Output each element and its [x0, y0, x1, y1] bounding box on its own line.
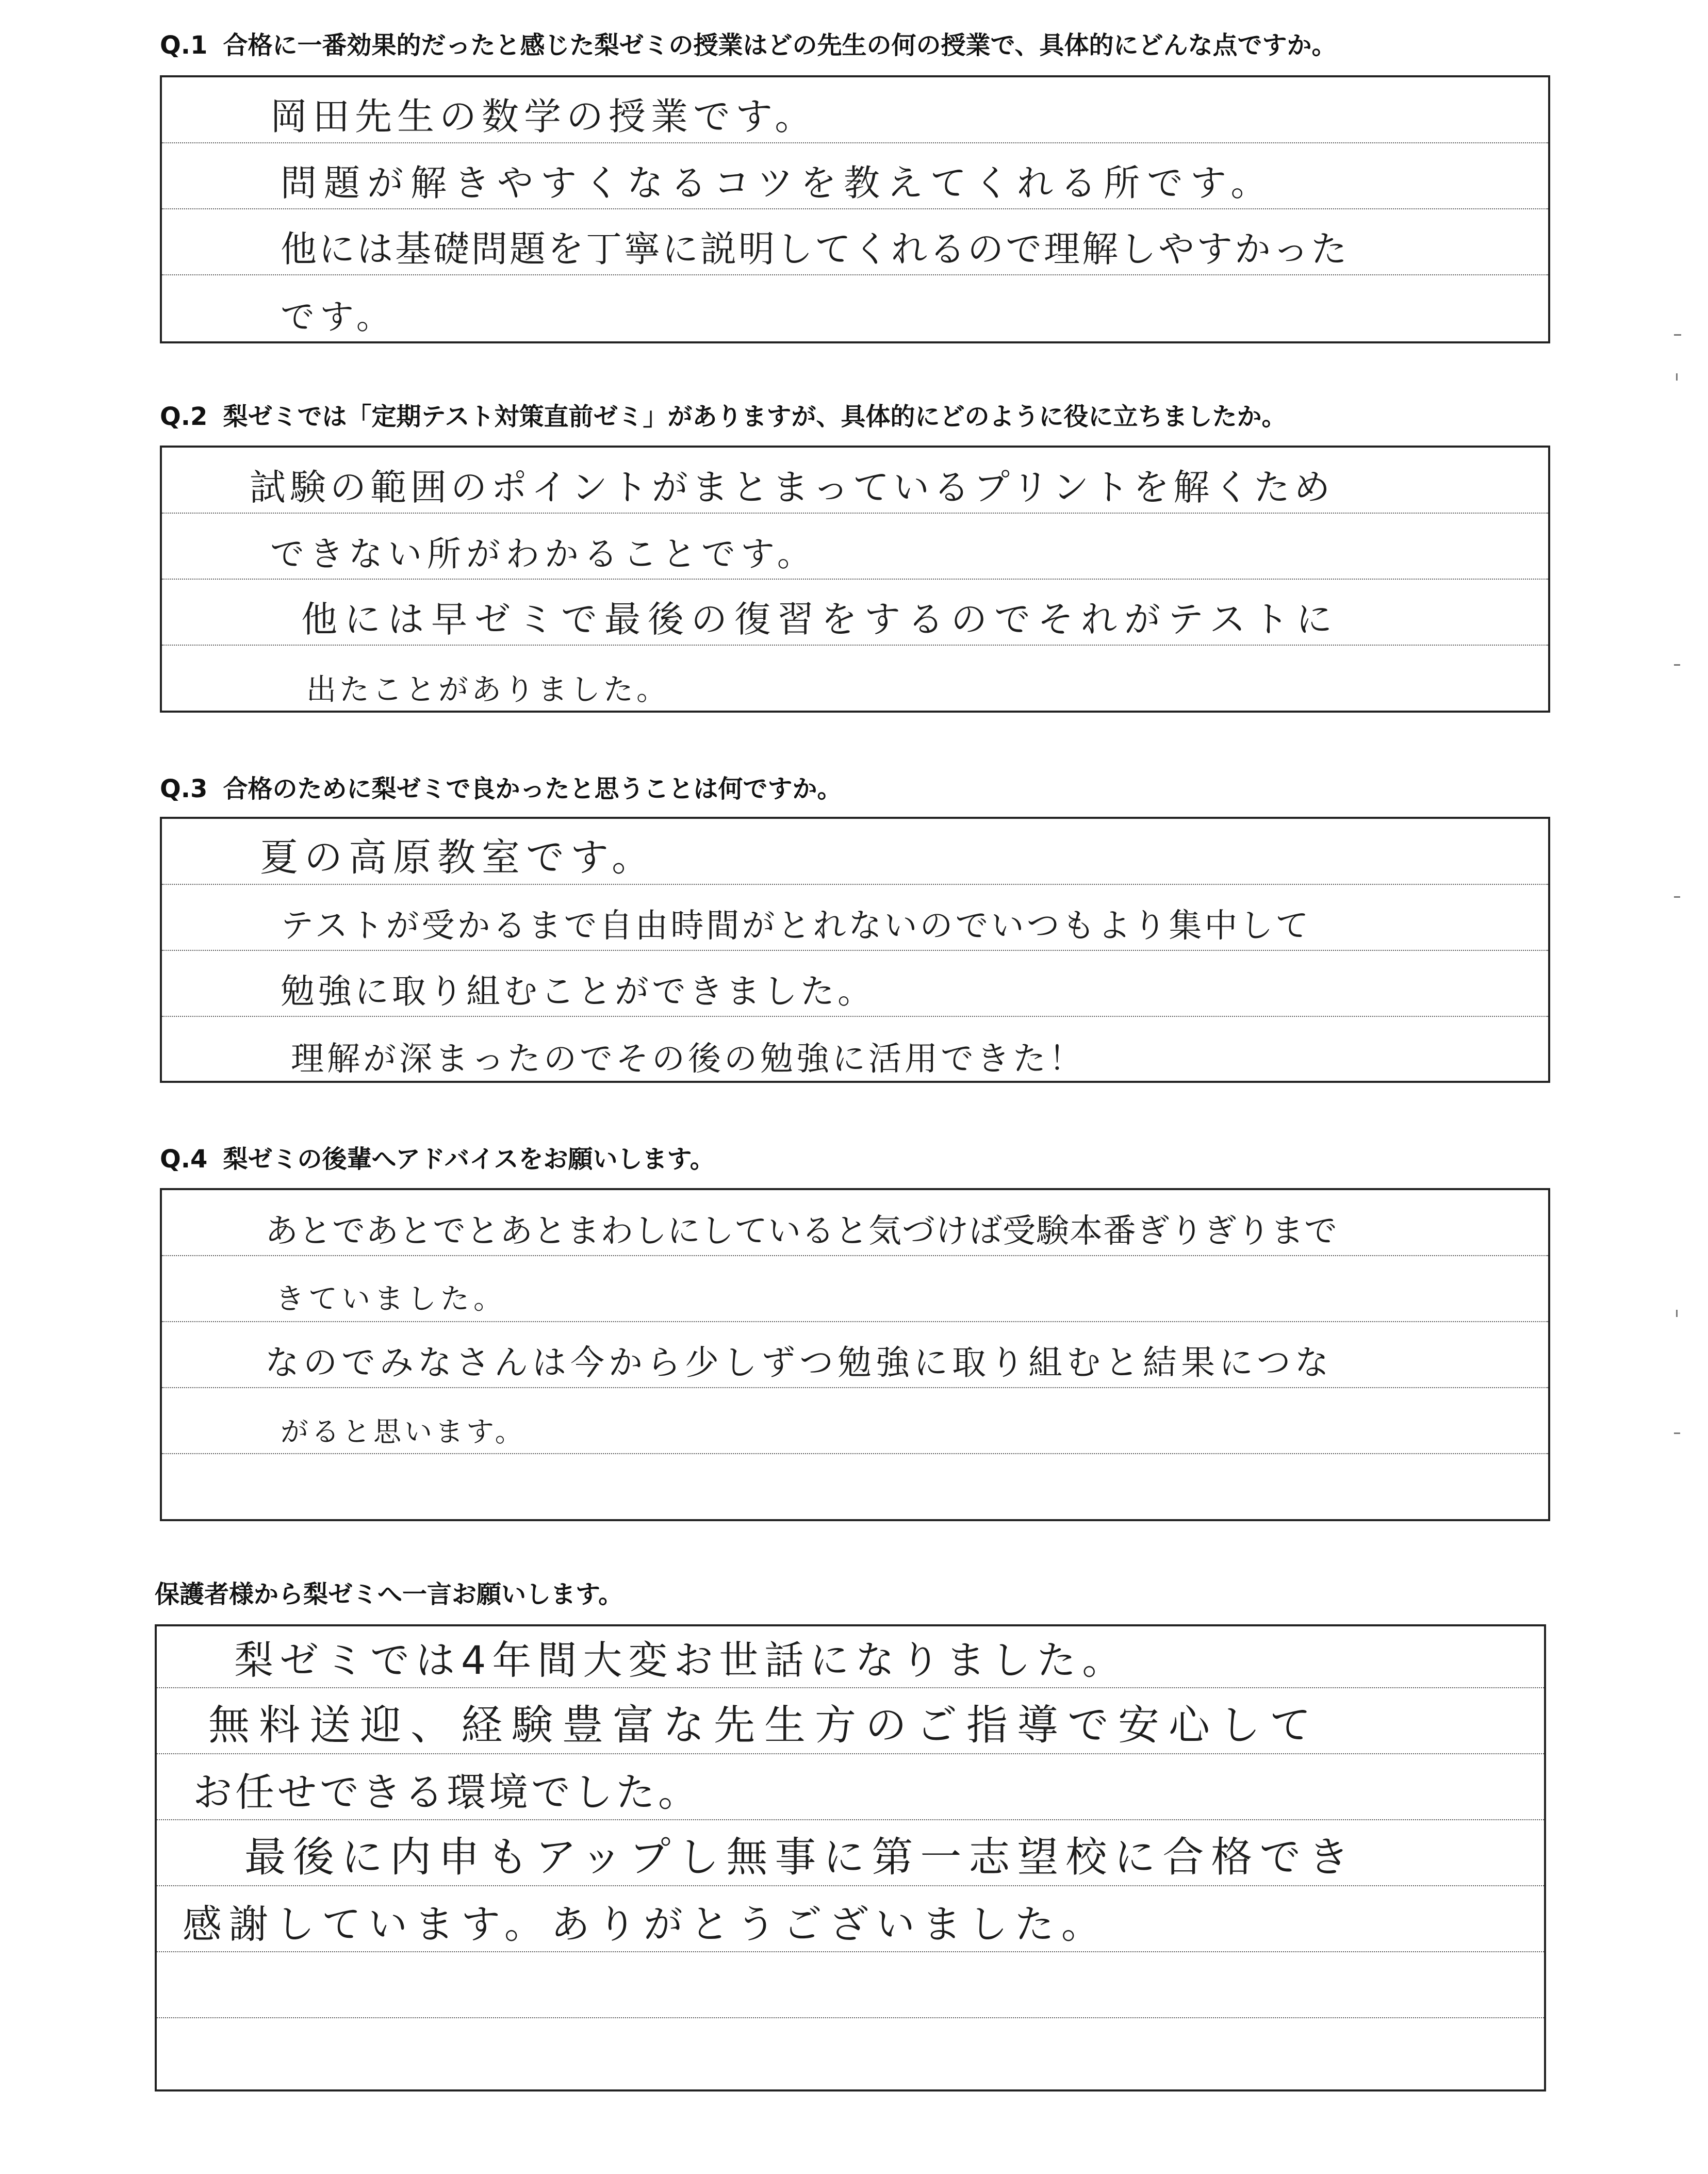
answer-line — [162, 143, 1548, 209]
answer-line — [162, 77, 1548, 143]
handwritten-answer: 最後に内申もアップし無事に第一志望校に合格でき — [244, 1833, 1357, 1881]
answer-box — [160, 446, 1550, 713]
scan-margin-mark — [1674, 664, 1680, 666]
handwritten-answer: です。 — [281, 297, 396, 337]
answer-line — [162, 1322, 1548, 1388]
scan-margin-mark — [1674, 334, 1681, 336]
answer-line — [157, 1626, 1544, 1688]
handwritten-answer: 他には早ゼミで最後の復習をするのでそれがテストに — [301, 598, 1340, 640]
answer-line — [157, 1886, 1544, 1952]
handwritten-answer: 勉強に取り組むことができました。 — [281, 971, 875, 1011]
answer-line — [162, 885, 1548, 951]
question-heading — [160, 30, 1336, 61]
answer-line — [157, 1754, 1544, 1820]
answer-line — [162, 951, 1548, 1017]
question-heading — [160, 773, 842, 804]
handwritten-answer: がると思います。 — [281, 1415, 526, 1448]
question-text: 保護者様から梨ゼミへ一言お願いします。 — [155, 1580, 623, 1609]
handwritten-answer: 感謝しています。ありがとうございました。 — [183, 1901, 1108, 1947]
handwritten-answer: 理解が深まったのでその後の勉強に活用できた！ — [291, 1040, 1085, 1078]
answer-line — [157, 2018, 1544, 2089]
question-text: 合格に一番効果的だったと感じた梨ゼミの授業はどの先生の何の授業で、具体的にどんな点ですか。 — [223, 31, 1337, 60]
answer-line — [157, 1952, 1544, 2018]
answer-line — [157, 1688, 1544, 1754]
answer-line — [157, 1820, 1544, 1886]
question-number: Q.1 — [160, 31, 208, 60]
handwritten-answer: お任せできる環境でした。 — [193, 1769, 700, 1815]
answer-line — [162, 275, 1548, 341]
handwritten-answer: 無料送迎、経験豊富な先生方のご指導で安心して — [208, 1701, 1320, 1749]
answer-line — [162, 646, 1548, 712]
answer-line — [162, 1256, 1548, 1322]
answer-line — [162, 514, 1548, 580]
question-text: 梨ゼミでは「定期テスト対策直前ゼミ」がありますが、具体的にどのように役に立ちましたか。 — [223, 402, 1287, 431]
handwritten-answer: できない所がわかることです。 — [270, 534, 816, 574]
question-number: Q.4 — [160, 1145, 208, 1174]
answer-box — [155, 1624, 1546, 2091]
handwritten-answer: テストが受かるまで自由時間がとれないのでいつもより集中して — [281, 907, 1311, 945]
answer-box — [160, 1188, 1550, 1521]
handwritten-answer: 問題が解きやすくなるコツを教えてくれる所です。 — [281, 162, 1274, 204]
answer-line — [162, 1017, 1548, 1083]
question-heading — [160, 401, 1287, 432]
question-heading — [160, 1144, 715, 1175]
answer-line — [162, 1388, 1548, 1454]
scan-margin-mark — [1674, 896, 1680, 898]
answer-line — [162, 1454, 1548, 1519]
answer-line — [162, 580, 1548, 646]
question-number: Q.2 — [160, 402, 208, 431]
handwritten-answer: 梨ゼミでは4年間大変お世話になりました。 — [234, 1637, 1128, 1683]
question-heading — [155, 1579, 623, 1610]
handwritten-answer: 岡田先生の数学の授業です。 — [270, 95, 817, 138]
handwritten-answer: あとであとでとあとまわしにしていると気づけば受験本番ぎりぎりまで — [265, 1212, 1338, 1250]
answer-line — [162, 819, 1548, 885]
answer-line — [162, 1190, 1548, 1256]
answer-box — [160, 817, 1550, 1083]
question-text: 合格のために梨ゼミで良かったと思うことは何ですか。 — [223, 775, 842, 803]
scan-margin-mark — [1674, 1432, 1680, 1434]
answer-box — [160, 75, 1550, 343]
handwritten-answer: 試験の範囲のポイントがまとまっているプリントを解くため — [250, 466, 1335, 508]
scan-margin-mark — [1676, 373, 1678, 381]
handwritten-answer: 他には基礎問題を丁寧に説明してくれるので理解しやすかった — [281, 228, 1349, 270]
question-number: Q.3 — [160, 775, 208, 803]
handwritten-answer: なのでみなさんは今から少しずつ勉強に取り組むと結果につな — [265, 1343, 1333, 1382]
question-text: 梨ゼミの後輩へアドバイスをお願いします。 — [223, 1145, 715, 1174]
handwritten-answer: 夏の高原教室です。 — [260, 835, 656, 880]
handwritten-answer: きていました。 — [275, 1282, 506, 1316]
answer-line — [162, 209, 1548, 275]
answer-line — [162, 448, 1548, 514]
handwritten-answer: 出たことがありました。 — [306, 672, 670, 707]
scan-margin-mark — [1676, 1310, 1678, 1317]
